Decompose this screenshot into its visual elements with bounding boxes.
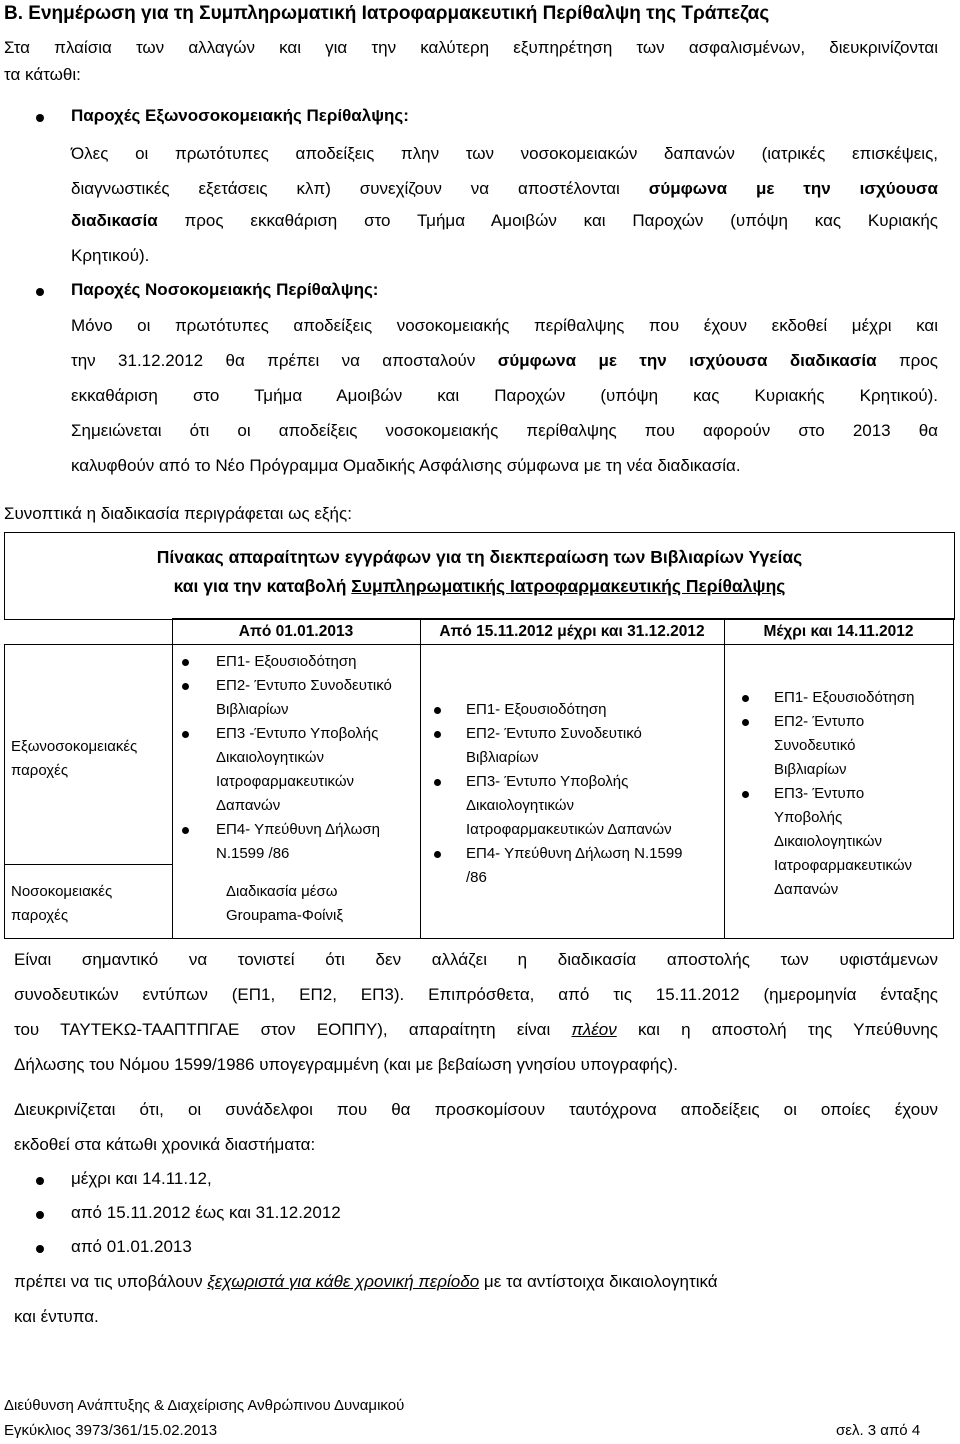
section2-line-3: εκκαθάριση στο Τμήμα Αμοιβών και Παροχών (υπόψη κας Κυριακής Κρητικού). bbox=[71, 386, 938, 405]
table-rule bbox=[4, 864, 172, 865]
col2-item: ΕΠ2- Έντυπο Συνοδευτικό Βιβλιαρίων bbox=[466, 725, 642, 766]
bullet-icon bbox=[434, 707, 441, 714]
bullet-icon bbox=[36, 1211, 44, 1219]
table-rule bbox=[4, 938, 954, 939]
table-rule bbox=[4, 644, 954, 645]
col1-list bbox=[180, 650, 418, 866]
table-rule bbox=[172, 618, 954, 619]
table-rule bbox=[724, 618, 725, 939]
col-header-2: Από 15.11.2012 μέχρι και 31.12.2012 bbox=[439, 623, 705, 640]
para2-line-2: εκδοθεί στα κάτωθι χρονικά διαστήματα: bbox=[14, 1135, 316, 1154]
bullet-icon bbox=[36, 114, 44, 122]
col3-item: ΕΠ1- Εξουσιοδότηση bbox=[774, 689, 915, 706]
bullet-icon bbox=[434, 731, 441, 738]
period-item-1: μέχρι και 14.11.12, bbox=[71, 1169, 212, 1188]
para2-line-1: Διευκρινίζεται ότι, οι συνάδελφοι που θα προσκομίσουν ταυτόχρονα αποδείξεις οι οποίες έχουν bbox=[14, 1100, 938, 1119]
table-title-line-2: και για την καταβολή Συμπληρωματικής Ιατροφαρμακευτικής Περίθαλψης bbox=[173, 576, 786, 596]
table-rule bbox=[953, 618, 954, 939]
col2-item: ΕΠ3- Έντυπο Υποβολής Δικαιολογητικών Ιατροφαρμακευτικών Δαπανών bbox=[466, 773, 672, 838]
period-item-2: από 15.11.2012 έως και 31.12.2012 bbox=[71, 1203, 341, 1222]
col2-list bbox=[432, 698, 722, 890]
section1-title: Παροχές Εξωνοσοκομειακής Περίθαλψης: bbox=[71, 106, 409, 125]
section1-line-3: διαδικασία προς εκκαθάριση στο Τμήμα Αμοιβών και Παροχών (υπόψη κας Κυριακής bbox=[71, 211, 938, 230]
para2-closing-line-2: και έντυπα. bbox=[14, 1307, 99, 1326]
table-rule bbox=[420, 618, 421, 939]
col1-item: ΕΠ1- Εξουσιοδότηση bbox=[216, 653, 357, 670]
para1-line-2: συνοδευτικών εντύπων (ΕΠ1, ΕΠ2, ΕΠ3). Επιπρόσθετα, από τις 15.11.2012 (ημερομηνία ένταξης bbox=[14, 985, 938, 1004]
bullet-icon bbox=[36, 288, 44, 296]
row-label-outpatient: Εξωνοσοκομειακές παροχές bbox=[11, 738, 138, 779]
para1-line-4: Δήλωσης του Νόμου 1599/1986 υπογεγραμμένη (και με βεβαίωση γνησίου υπογραφής). bbox=[14, 1055, 678, 1074]
col-header-1: Από 01.01.2013 bbox=[238, 623, 354, 640]
section2-line-1: Μόνο οι πρωτότυπες αποδείξεις νοσοκομειακής περίθαλψης που έχουν εκδοθεί μέχρι και bbox=[71, 316, 938, 335]
col2-item: ΕΠ4- Υπεύθυνη Δήλωση Ν.1599 /86 bbox=[466, 845, 683, 886]
bullet-icon bbox=[182, 827, 189, 834]
section2-line-5: καλυφθούν από το Νέο Πρόγραμμα Ομαδικής Ασφάλισης σύμφωνα με τη νέα διαδικασία. bbox=[71, 456, 741, 475]
bullet-icon bbox=[36, 1245, 44, 1253]
col2-item: ΕΠ1- Εξουσιοδότηση bbox=[466, 701, 607, 718]
bullet-icon bbox=[36, 1177, 44, 1185]
summary-line: Συνοπτικά η διαδικασία περιγράφεται ως εξής: bbox=[4, 504, 352, 523]
section1-line-4: Κρητικού). bbox=[71, 246, 150, 265]
col1-hospital-note: Διαδικασία μέσω Groupama-Φοίνιξ bbox=[226, 883, 344, 924]
table-title-line-1: Πίνακας απαραίτητων εγγράφων για τη διεκπεραίωση των Βιβλιαρίων Υγείας bbox=[156, 547, 803, 567]
bullet-icon bbox=[434, 779, 441, 786]
row-label-hospital: Νοσοκομειακές παροχές bbox=[11, 883, 113, 924]
footer-page-number: σελ. 3 από 4 bbox=[836, 1422, 921, 1439]
bullet-icon bbox=[182, 659, 189, 666]
footer-circular: Εγκύκλιος 3973/361/15.02.2013 bbox=[4, 1422, 218, 1439]
section1-line-2: διαγνωστικές εξετάσεις κλπ) συνεχίζουν να αποστέλονται σύμφωνα με την ισχύουσα bbox=[71, 179, 938, 198]
col1-item: ΕΠ3 -Έντυπο Υποβολής Δικαιολογητικών Ιατροφαρμακευτικών Δαπανών bbox=[216, 725, 379, 814]
section2-title: Παροχές Νοσοκομειακής Περίθαλψης: bbox=[71, 280, 379, 299]
col1-item: ΕΠ2- Έντυπο Συνοδευτικό Βιβλιαρίων bbox=[216, 677, 392, 718]
intro-line-1: Στα πλαίσια των αλλαγών και για την καλύτερη εξυπηρέτηση των ασφαλισμένων, διευκρινίζονται bbox=[4, 38, 938, 57]
para2-closing-line-1: πρέπει να τις υποβάλουν ξεχωριστά για κάθε χρονική περίοδο με τα αντίστοιχα δικαιολογητικά bbox=[14, 1272, 718, 1291]
table-title-box bbox=[4, 532, 955, 620]
section1-line-1: Όλες οι πρωτότυπες αποδείξεις πλην των νοσοκομειακών δαπανών (ιατρικές επισκέψεις, bbox=[71, 144, 938, 163]
col1-item: ΕΠ4- Υπεύθυνη Δήλωση Ν.1599 /86 bbox=[216, 821, 380, 862]
section2-line-4: Σημειώνεται ότι οι αποδείξεις νοσοκομειακής περίθαλψης που αφορούν στο 2013 θα bbox=[71, 421, 938, 440]
para1-line-3: του ΤΑΥΤΕΚΩ-ΤΑΑΠΤΠΓΑΕ στον ΕΟΠΠΥ), απαραίτητη είναι πλέον και η αποστολή της Υπεύθυνης bbox=[14, 1020, 938, 1039]
page-heading: Β. Ενημέρωση για τη Συμπληρωματική Ιατροφαρμακευτική Περίθαλψη της Τράπεζας bbox=[4, 3, 770, 24]
bullet-icon bbox=[182, 683, 189, 690]
period-item-3: από 01.01.2013 bbox=[71, 1237, 192, 1256]
table-rule bbox=[172, 618, 173, 939]
col3-item: ΕΠ3- Έντυπο Υποβολής Δικαιολογητικών Ιατροφαρμακευτικών Δαπανών bbox=[774, 785, 913, 898]
intro-line-2: τα κάτωθι: bbox=[4, 65, 81, 84]
bullet-icon bbox=[742, 695, 749, 702]
col3-item: ΕΠ2- Έντυπο Συνοδευτικό Βιβλιαρίων bbox=[774, 713, 865, 778]
col3-list bbox=[740, 686, 952, 902]
footer-department: Διεύθυνση Ανάπτυξης & Διαχείρισης Ανθρώπινου Δυναμικού bbox=[4, 1397, 405, 1414]
bullet-icon bbox=[434, 851, 441, 858]
col-header-3: Μέχρι και 14.11.2012 bbox=[763, 623, 914, 640]
bullet-icon bbox=[742, 719, 749, 726]
table-rule bbox=[4, 644, 5, 939]
bullet-icon bbox=[182, 731, 189, 738]
section2-line-2: την 31.12.2012 θα πρέπει να αποσταλούν σύμφωνα με την ισχύουσα διαδικασία προς bbox=[71, 351, 938, 370]
para1-line-1: Είναι σημαντικό να τονιστεί ότι δεν αλλάζει η διαδικασία αποστολής των υφιστάμενων bbox=[14, 950, 938, 969]
bullet-icon bbox=[742, 791, 749, 798]
